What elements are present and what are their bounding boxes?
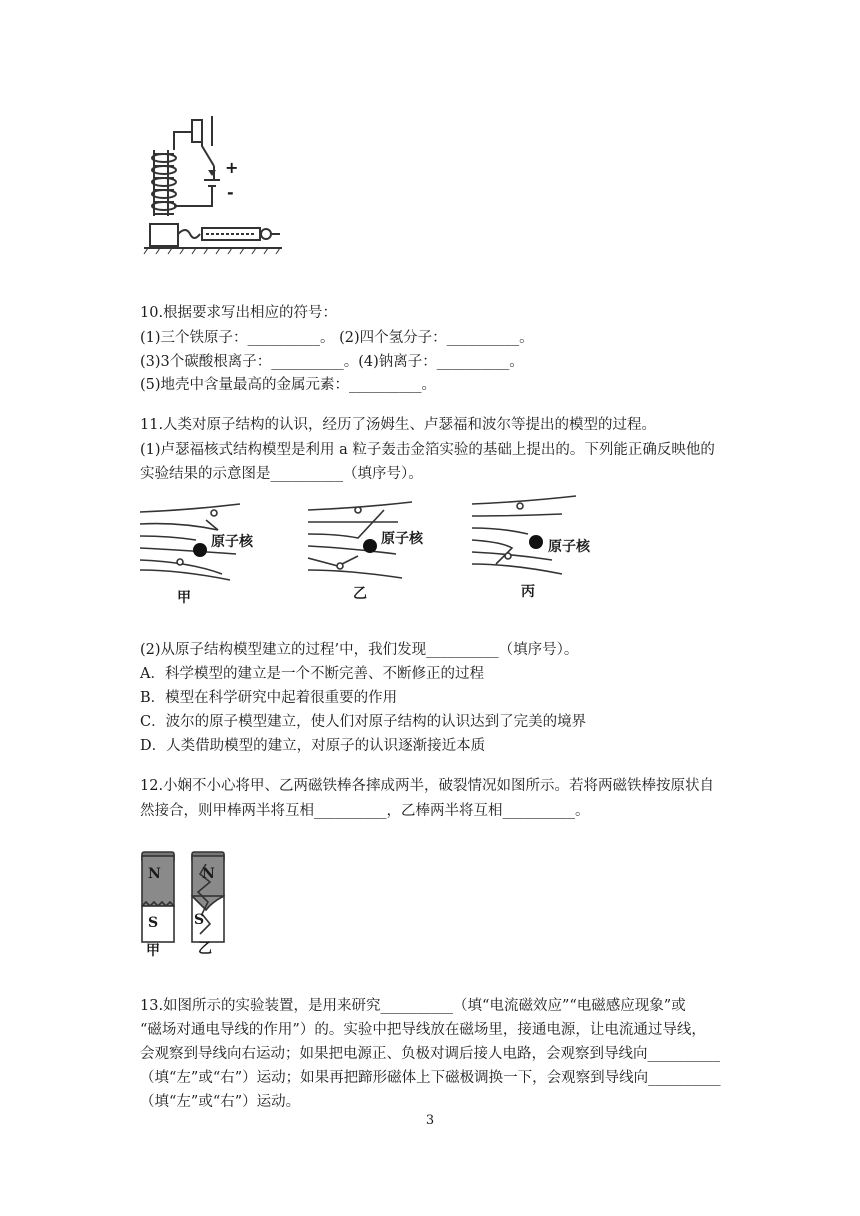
- nucleus-label-c: 原子核: [548, 539, 590, 555]
- q11-p1-line2: 实验结果的示意图是__________（填序号）。: [140, 466, 423, 482]
- q11-title: 11.人类对原子结构的认识，经历了汤姆生、卢瑟福和波尔等提出的模型的过程。: [140, 417, 657, 433]
- page-number: 3: [425, 1113, 435, 1128]
- q13-line2: “磁场对通电导线的作用”）的。实验中把导线放在磁场里，接通电源，让电流通过导线，: [140, 1022, 706, 1038]
- q12-line1: 12.小娴不小心将甲、乙两磁铁棒各摔成两半，破裂情况如图所示。若将两磁铁棒按原状自: [140, 778, 715, 794]
- circuit-figure: [140, 110, 290, 260]
- magnet-yi-north: N: [202, 866, 215, 882]
- atom-diagram-c: [472, 494, 622, 576]
- q13-line1: 13.如图所示的实验装置，是用来研究__________（填“电流磁效应”“电磁感应现象”或: [140, 998, 686, 1014]
- q13-line3: 会观察到导线向右运动；如果把电源正、负极对调后接人电路，会观察到导线向__________: [140, 1046, 720, 1062]
- q10-line3: (5)地壳中含量最高的金属元素：__________。: [140, 377, 437, 393]
- caption-jia-11: 甲: [177, 590, 191, 606]
- q13-line5: （填“左”或“右”）运动。: [140, 1094, 301, 1110]
- magnet-jia-south: S: [148, 915, 159, 931]
- minus-sign: -: [227, 183, 234, 202]
- caption-yi-12: 乙: [198, 941, 212, 957]
- q10-line2: (3)3个碳酸根离子：__________。(4)钠离子：__________。: [140, 354, 524, 370]
- q11-option-b: B．模型在科学研究中起着很重要的作用: [140, 690, 398, 706]
- magnet-jia-north: N: [148, 866, 161, 882]
- q11-option-c: C．波尔的原子模型建立，使人们对原子结构的认识达到了完美的境界: [140, 714, 587, 730]
- q10-title: 10.根据要求写出相应的符号：: [140, 305, 338, 321]
- q10-line1: (1)三个铁原子：__________。 (2)四个氢分子：__________。: [140, 330, 534, 346]
- q11-p1-line1: (1)卢瑟福核式结构模型是利用 a 粒子轰击金箔实验的基础上提出的。下列能正确反映他的: [140, 442, 715, 458]
- nucleus-label-b: 原子核: [381, 531, 423, 547]
- q12-line2: 然接合，则甲棒两半将互相__________，乙棒两半将互相__________。: [140, 803, 590, 819]
- q11-p2: (2)从原子结构模型建立的过程’中，我们发现__________（填序号）。: [140, 642, 579, 658]
- caption-yi-11: 乙: [353, 586, 367, 602]
- nucleus-label-a: 原子核: [211, 534, 253, 550]
- q11-option-a: A．科学模型的建立是一个不断完善、不断修正的过程: [140, 666, 484, 682]
- q11-option-d: D．人类借助模型的建立，对原子的认识逐渐接近本质: [140, 738, 486, 754]
- caption-bing-11: 丙: [521, 584, 535, 600]
- q13-line4: （填“左”或“右”）运动；如果再把蹄形磁体上下磁极调换一下，会观察到导线向__________: [140, 1070, 721, 1086]
- caption-jia-12: 甲: [146, 943, 160, 959]
- plus-sign: +: [225, 158, 239, 177]
- magnet-yi-south: S: [194, 912, 205, 928]
